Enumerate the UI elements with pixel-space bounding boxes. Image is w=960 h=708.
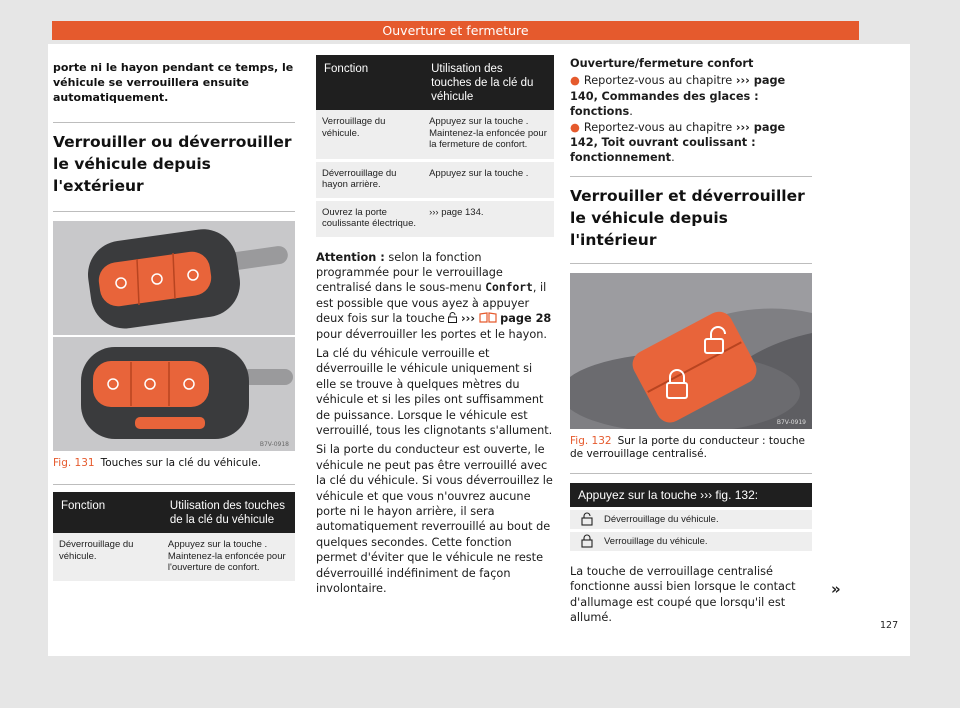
function-table-1: [53, 492, 295, 584]
figure-caption-text: Sur la porte du conducteur : touche de verrouillage centralisé.: [570, 434, 806, 460]
table-cell: Ouvrez la porte coulissante électrique.: [316, 199, 423, 238]
bullet: ●: [570, 74, 580, 88]
divider: [570, 473, 812, 474]
figure-door-lock-button: [570, 273, 812, 429]
page-link[interactable]: ››› page 142,: [570, 120, 786, 150]
table-row: [316, 160, 554, 199]
bullet-text: .: [671, 151, 675, 165]
figure-code: B7V-0918: [259, 441, 289, 448]
lock-icon: [570, 534, 604, 548]
table-cell: Déverrouillage du hayon arrière.: [316, 160, 423, 199]
table-cell: Appuyez sur la touche . Maintenez-la enfoncée pour la fermeture de confort.: [423, 110, 554, 160]
door-panel-illustration: [570, 273, 812, 429]
table-header-usage: Utilisation des touches de la clé du véhicule: [423, 55, 554, 110]
car-key-illustration: [53, 221, 295, 451]
divider: [53, 484, 295, 485]
bullet-text: Reportez-vous au chapitre: [583, 120, 733, 134]
divider: [53, 122, 295, 123]
table-header-function: Fonction: [316, 55, 423, 110]
paragraph: Si la porte du conducteur est ouverte, le véhicule ne peut pas être verrouillé avec la clé du véhicule. Si vous déverrouillez le véhicule et que vous n'ouvrez aucune porte ni le hayon arrière, il sera automatiquement reverrouillé au bout de quelques secondes. Cette fonction permet d'éviter que le véhicule ne reste déverrouillé indéfiniment de façon involontaire.: [316, 443, 553, 596]
table-cell: Déverrouillage du véhicule.: [53, 533, 162, 582]
column-middle: [316, 55, 554, 596]
paragraph: La clé du véhicule verrouille et déverrouille le véhicule uniquement si elle se trouve à quelques mètres du véhicule et si les piles ont suffisamment de puissance. Lorsque le véhicule est verrouillé, tous les clignotants s'allument.: [316, 346, 553, 437]
book-icon: [479, 312, 497, 323]
page-link[interactable]: page 28: [500, 312, 552, 326]
table-cell: Appuyez sur la touche . Maintenez-la enfoncée pour l'ouverture de confort.: [162, 533, 295, 582]
page-reference-arrows: ›››: [461, 312, 475, 326]
table-row: [316, 199, 554, 238]
paragraph: La touche de verrouillage centralisé fonctionne aussi bien lorsque le contact d'allumage est coupé que lorsqu'il est allumé.: [570, 564, 796, 625]
unlock-icon: [448, 312, 457, 323]
attention-paragraph: [316, 250, 554, 342]
figure-code: B7V-0919: [776, 418, 806, 426]
continued-marker: »: [831, 580, 841, 598]
table-cell: Verrouillage du véhicule.: [316, 110, 423, 160]
attention-text: selon la fonction programmée pour le verrouillage centralisé dans le sous-menu: [316, 250, 503, 295]
unlock-icon: [570, 512, 604, 526]
table-header-usage: Utilisation des touches de la clé du véhicule: [162, 492, 295, 533]
divider: [570, 176, 812, 177]
figure-caption-text: Touches sur la clé du véhicule.: [100, 457, 261, 469]
intro-text: porte ni le hayon pendant ce temps, le véhicule se verrouillera ensuite automatiquement.: [53, 61, 294, 104]
section-heading-exterior: Verrouiller ou déverrouiller le véhicule depuis l'extérieur: [53, 133, 292, 195]
figure-caption: [570, 435, 812, 461]
list-item: [570, 510, 812, 532]
figure-label: Fig. 132: [570, 434, 612, 447]
attention-label: Attention :: [316, 250, 385, 264]
table-row: [53, 533, 295, 582]
table-cell: Appuyez sur la touche .: [423, 160, 554, 199]
icon-row-text: Déverrouillage du véhicule.: [604, 513, 719, 525]
divider: [570, 263, 812, 264]
figure-label: Fig. 131: [53, 457, 95, 469]
subheading-comfort: Ouverture/fermeture confort: [570, 57, 754, 70]
figure-caption: [53, 457, 295, 470]
page-header: Ouverture et fermeture: [52, 21, 859, 40]
column-right: [570, 56, 812, 625]
table-cell: ››› page 134.: [423, 199, 554, 238]
list-item: [570, 532, 812, 554]
bullet-text: .: [629, 105, 633, 119]
chapter-title: Toit ouvrant coulissant : fonctionnement: [570, 136, 756, 165]
bullet-text: Reportez-vous au chapitre: [583, 74, 733, 88]
bullet: ●: [570, 120, 580, 134]
press-button-heading: Appuyez sur la touche ››› fig. 132:: [570, 483, 812, 507]
table-row: [316, 110, 554, 160]
function-table-2: [316, 55, 554, 240]
chapter-title: Commandes des glaces : fonctions: [570, 89, 759, 119]
page-link[interactable]: ››› page 140,: [570, 74, 786, 103]
attention-text: , il est possible que vous ayez à appuyer deux fois sur la touche: [316, 281, 547, 326]
page-number: 127: [880, 620, 899, 631]
column-left: [53, 60, 295, 584]
section-heading-interior: Verrouiller et déverrouiller le véhicule depuis l'intérieur: [570, 186, 805, 249]
divider: [53, 211, 295, 212]
list-item: [570, 73, 812, 119]
list-item: [570, 120, 812, 166]
icon-row-text: Verrouillage du véhicule.: [604, 535, 708, 547]
menu-name-confort: Confort: [485, 281, 533, 295]
table-header-function: Fonction: [53, 492, 162, 533]
attention-text: pour déverrouiller les portes et le hayon.: [316, 327, 547, 341]
figure-key-buttons: [53, 221, 295, 451]
